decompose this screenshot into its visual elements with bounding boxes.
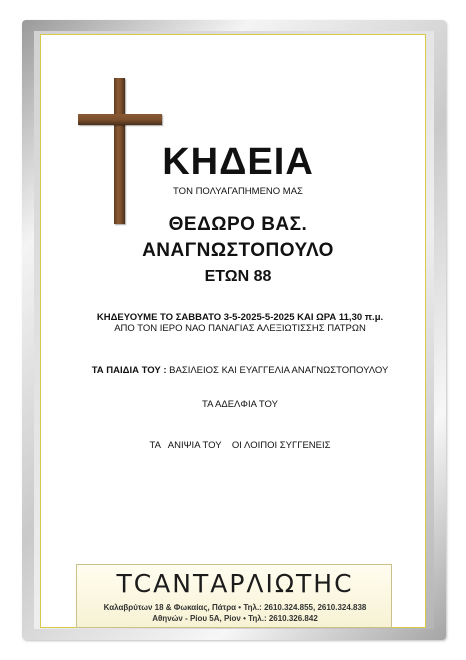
notice-subtitle: ΤΟΝ ΠΟΛΥΑΓΑΠΗΜΕΝΟ ΜΑΣ [173,186,303,197]
funeral-home-address-2: Αθηνών - Ρίου 5Α, Ρίον • Τηλ.: 2610.326.842 [152,614,318,623]
ceremony-date-line: ΚΗΔΕΥΟΥΜΕ ΤΟ ΣΑΒΒΑΤΟ 3-5-2025-5-2025 ΚΑΙ ΩΡΑ 11,30 π.μ. [96,312,384,323]
deceased-name-line2: ΑΝΑΓΝΩΣΤΟΠΟΥΛΟ [142,240,334,261]
children-names: ΒΑΣΙΛΕΙΟΣ ΚΑΙ ΕΥΑΓΓΕΛΙΑ ΑΝΑΓΝΩΣΤΟΠΟΥΛΟΥ [169,365,389,376]
funeral-home-banner [76,564,392,628]
notice-title: ΚΗΔΕΙΑ [162,141,314,183]
funeral-home-address-1: Καλαβρύτων 18 & Φωκαίας, Πάτρα • Τηλ.: 2610.324.855, 2610.324.838 [103,603,367,612]
siblings-line: ΤΑ ΑΔΕΛΦΙΑ ΤΟΥ [202,399,278,410]
deceased-name-line1: ΘΕΔΩΡΟ ΒΑΣ. [168,214,308,235]
deceased-age: ΕΤΩΝ 88 [204,268,272,285]
cross-horizontal-beam [78,114,162,125]
relatives-line: ΤΑ ΑΝΙΨΙΑ ΤΟΥ ΟΙ ΛΟΙΠΟΙ ΣΥΓΓΕΝΕΙΣ [149,440,331,451]
ceremony-location-line: ΑΠΟ ΤΟΝ ΙΕΡΟ ΝΑΟ ΠΑΝΑΓΙΑΣ ΑΛΕΞΙΩΤΙΣΣΗΣ ΠΑΤΡΩΝ [114,323,366,334]
funeral-home-logo: ΤCΑΝΤΑΡΛΙΩΤΗC [116,569,354,598]
children-line [50,365,430,376]
children-label: ΤΑ ΠΑΙΔΙΑ ΤΟΥ : [91,365,167,376]
